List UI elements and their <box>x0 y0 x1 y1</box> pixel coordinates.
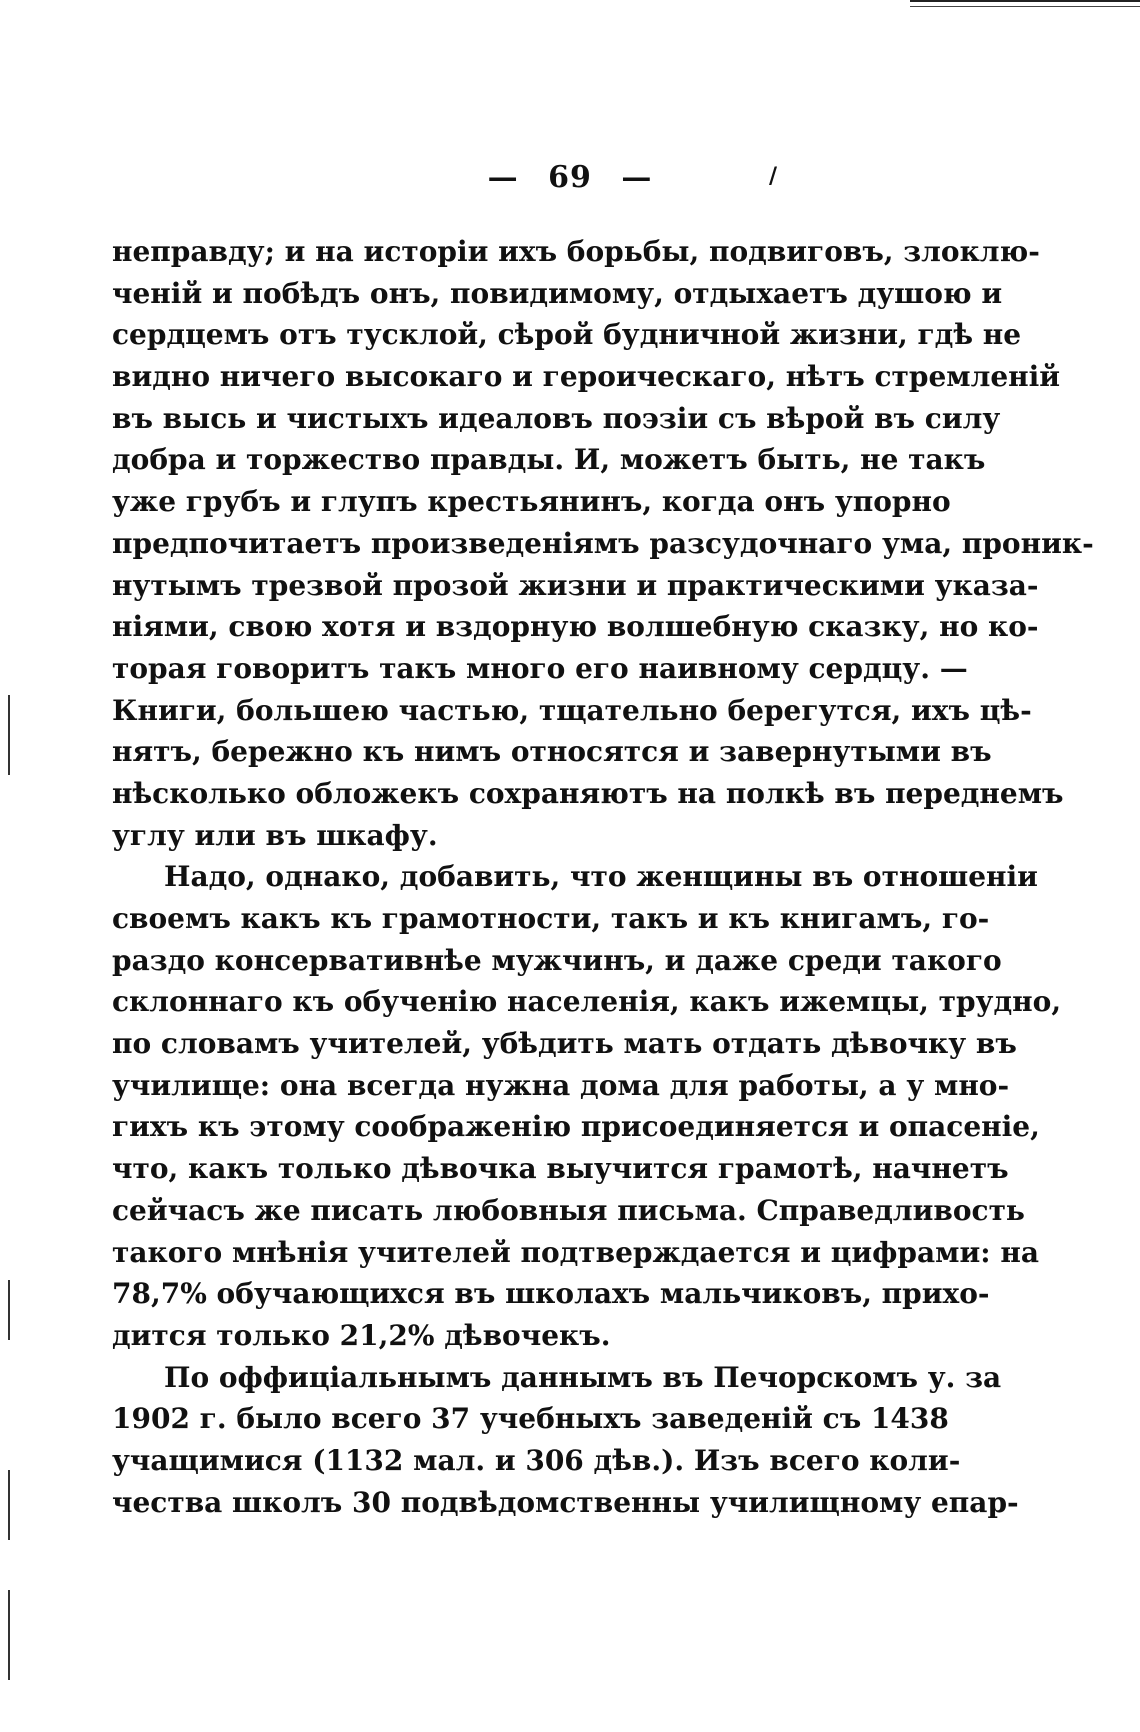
text-line: по словамъ учителей, убѣдить мать отдать дѣвочку въ <box>112 1027 1017 1061</box>
text-line: углу или въ шкафу. <box>112 818 438 852</box>
text-line: уже грубъ и глупъ крестьянинъ, когда онъ упорно <box>112 485 951 519</box>
text-line: раздо консервативнѣе мужчинъ, и даже среди такого <box>112 943 1002 977</box>
page-number-dash: — <box>487 160 519 195</box>
text-line: предпочитаетъ произведеніямъ разсудочнаго ума, проник- <box>112 526 1094 560</box>
text-line: По оффиціальнымъ даннымъ въ Печорскомъ у. за <box>164 1360 1002 1394</box>
text-line: училище: она всегда нужна дома для работы, а у мно- <box>112 1068 1010 1102</box>
text-line: 78,7% обучающихся въ школахъ мальчиковъ, прихо- <box>112 1277 990 1311</box>
scan-edge-top <box>910 0 1140 7</box>
text-line: добра и торжество правды. И, можетъ быть, не такъ <box>112 443 986 477</box>
text-line: ченій и побѣдъ онъ, повидимому, отдыхаетъ душою и <box>112 276 1003 310</box>
text-line: сердцемъ отъ тусклой, сѣрой будничной жизни, гдѣ не <box>112 318 1022 352</box>
text-line: нятъ, бережно къ нимъ относятся и завернутыми въ <box>112 735 992 769</box>
text-line: что, какъ только дѣвочка выучится грамотѣ, начнетъ <box>112 1152 1009 1186</box>
text-line: склоннаго къ обученію населенія, какъ ижемцы, трудно, <box>112 985 1062 1019</box>
text-line: нутымъ трезвой прозой жизни и практическими указа- <box>112 568 1039 602</box>
scan-edge-left <box>8 1590 10 1680</box>
text-line: Надо, однако, добавить, что женщины въ отношеніи <box>164 860 1038 894</box>
text-line: дится только 21,2% дѣвочекъ. <box>112 1318 611 1352</box>
scan-edge-left <box>8 1470 10 1540</box>
text-line: неправду; и на исторіи ихъ борьбы, подвиговъ, злоклю- <box>112 235 1040 268</box>
scan-edge-left <box>8 695 10 775</box>
text-line: видно ничего высокаго и героическаго, нѣтъ стремленій <box>112 360 1061 394</box>
text-line: Книги, большею частью, тщательно берегутся, ихъ цѣ- <box>112 693 1032 727</box>
page-number-value: 69 <box>548 160 592 195</box>
text-line: сейчасъ же писать любовныя письма. Справедливость <box>112 1193 1025 1227</box>
text-line: своемъ какъ къ грамотности, такъ и къ книгамъ, го- <box>112 902 990 935</box>
page-number-dash: — <box>621 160 653 195</box>
text-line: нѣсколько обложекъ сохраняютъ на полкѣ въ переднемъ <box>112 776 1064 810</box>
text-line: ніями, свою хотя и вздорную волшебную сказку, но ко- <box>112 610 1039 644</box>
text-line: такого мнѣнія учителей подтверждается и цифрами: на <box>112 1235 1039 1269</box>
text-line: чества школъ 30 подвѣдомственны училищному епар- <box>112 1485 1019 1519</box>
page-number <box>0 160 1140 195</box>
text-line: въ высь и чистыхъ идеаловъ поэзіи съ вѣрой въ силу <box>112 401 1001 435</box>
text-line: торая говоритъ такъ много его наивному сердцу. — <box>112 651 968 685</box>
stray-mark: / <box>769 163 778 189</box>
text-line: учащимися (1132 мал. и 306 дѣв.). Изъ всего коли- <box>112 1443 961 1477</box>
body-text <box>112 231 1094 1523</box>
scan-edge-left <box>8 1280 10 1340</box>
text-line: гихъ къ этому соображенію присоединяется и опасеніе, <box>112 1110 1040 1144</box>
text-line: 1902 г. было всего 37 учебныхъ заведеній съ 1438 <box>112 1402 949 1436</box>
